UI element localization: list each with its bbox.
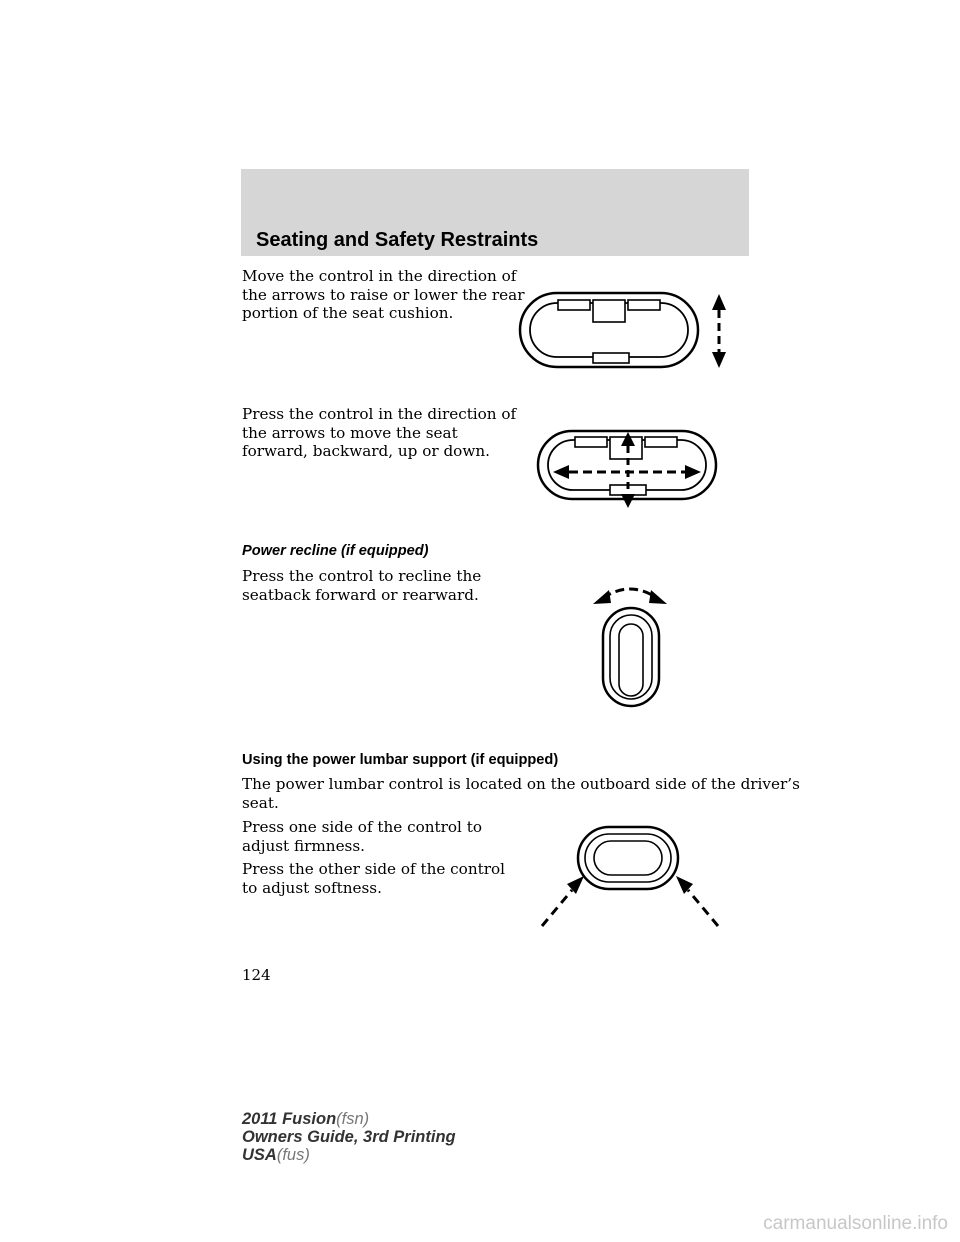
seat-move-text: Press the control in the direction of the arrows to move the seat forward, backward, up or down. <box>242 405 517 460</box>
footer-region-code: (fus) <box>276 1146 310 1164</box>
footer-model-code: (fsn) <box>336 1110 370 1128</box>
footer-region: USA <box>242 1146 277 1164</box>
lumbar-heading: Using the power lumbar support (if equipped) <box>242 752 559 768</box>
power-recline-heading: Power recline (if equipped) <box>242 543 429 559</box>
watermark: carmanualsonline.info <box>763 1213 948 1234</box>
footer-model: 2011 Fusion <box>242 1110 337 1128</box>
section-title: Seating and Safety Restraints <box>256 229 539 251</box>
rear-cushion-text: Move the control in the direction of the arrows to raise or lower the rear portion of the seat cushion. <box>242 267 525 322</box>
seat-move-control-icon <box>535 428 725 512</box>
firmness-text: Press one side of the control to adjust firmness. <box>242 818 482 855</box>
lumbar-location-text: The power lumbar control is located on the outboard side of the driver’s seat. <box>242 775 800 812</box>
footer <box>242 1110 456 1164</box>
rear-cushion-control-icon <box>518 290 738 370</box>
recline-control-icon <box>585 576 675 710</box>
softness-text: Press the other side of the control to adjust softness. <box>242 860 505 897</box>
lumbar-control-icon <box>536 824 726 932</box>
recline-text: Press the control to recline the seatback forward or rearward. <box>242 567 482 604</box>
page-number: 124 <box>242 966 271 984</box>
footer-guide: Owners Guide, 3rd Printing <box>242 1128 456 1146</box>
